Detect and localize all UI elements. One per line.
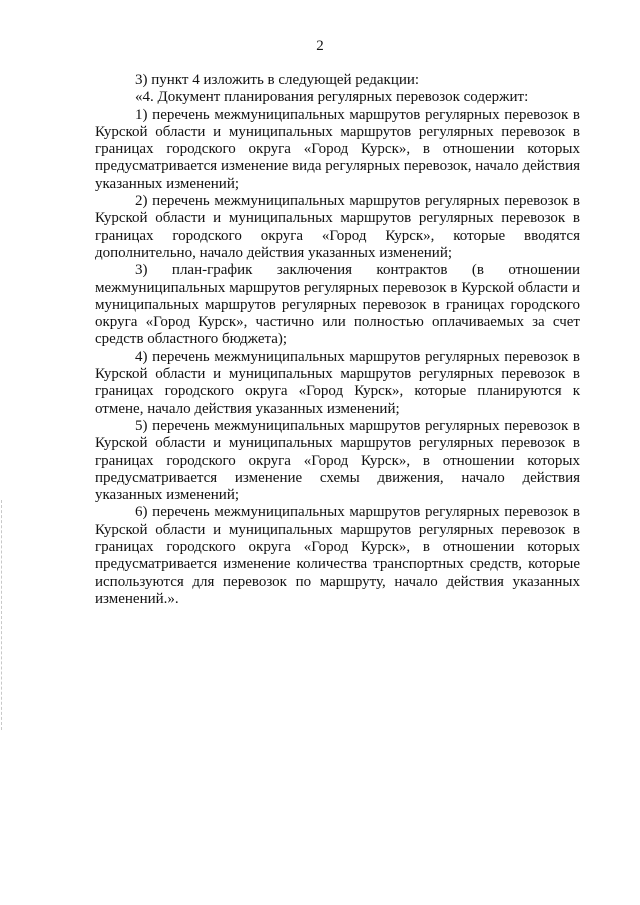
list-item-1-paragraph: 1) перечень межмуниципальных маршрутов регулярных перевозок в Курской области и муниципальных маршрутов регулярных перевозок в границах городского округа «Город Курск», в отношении которых предусматривается изменение вида регулярных перевозок, начало действия указанных изменений; [95, 106, 580, 192]
list-item-6-paragraph: 6) перечень межмуниципальных маршрутов регулярных перевозок в Курской области и муниципальных маршрутов регулярных перевозок в границах городского округа «Город Курск», в отношении которых предусматривается изменение количества транспортных средств, которые используются для перевозок по маршруту, начало действия указанных изменений.». [95, 504, 580, 607]
list-item-4-paragraph: 4) перечень межмуниципальных маршрутов регулярных перевозок в Курской области и муниципальных маршрутов регулярных перевозок в границах городского округа «Город Курск», которые планируются к отмене, начало действия указанных изменений; [95, 348, 580, 417]
scan-edge-divider [1, 500, 2, 730]
list-item-2-paragraph: 2) перечень межмуниципальных маршрутов регулярных перевозок в Курской области и муниципальных маршрутов регулярных перевозок в границах городского округа «Город Курск», которые вводятся дополнительно, начало действия указанных изменений; [95, 193, 580, 261]
page-number: 2 [316, 38, 324, 54]
list-item-3-paragraph: 3) план-график заключения контрактов (в отношении межмуниципальных маршрутов регулярных перевозок в Курской области и муниципальных маршрутов регулярных перевозок в границах городского округа «Город Курск», частично или полностью оплачиваемых за счет средств областного бюджета); [95, 262, 580, 348]
list-item-5-paragraph: 5) перечень межмуниципальных маршрутов регулярных перевозок в Курской области и муниципальных маршрутов регулярных перевозок в границах городского округа «Город Курск», в отношении которых предусматривается изменение схемы движения, начало действия указанных изменений; [95, 417, 580, 504]
amendment-intro-paragraph: 3) пункт 4 изложить в следующей редакции: [135, 72, 420, 88]
document-body [95, 72, 580, 608]
clause-4-heading-paragraph: «4. Документ планирования регулярных перевозок содержит: [135, 89, 529, 106]
